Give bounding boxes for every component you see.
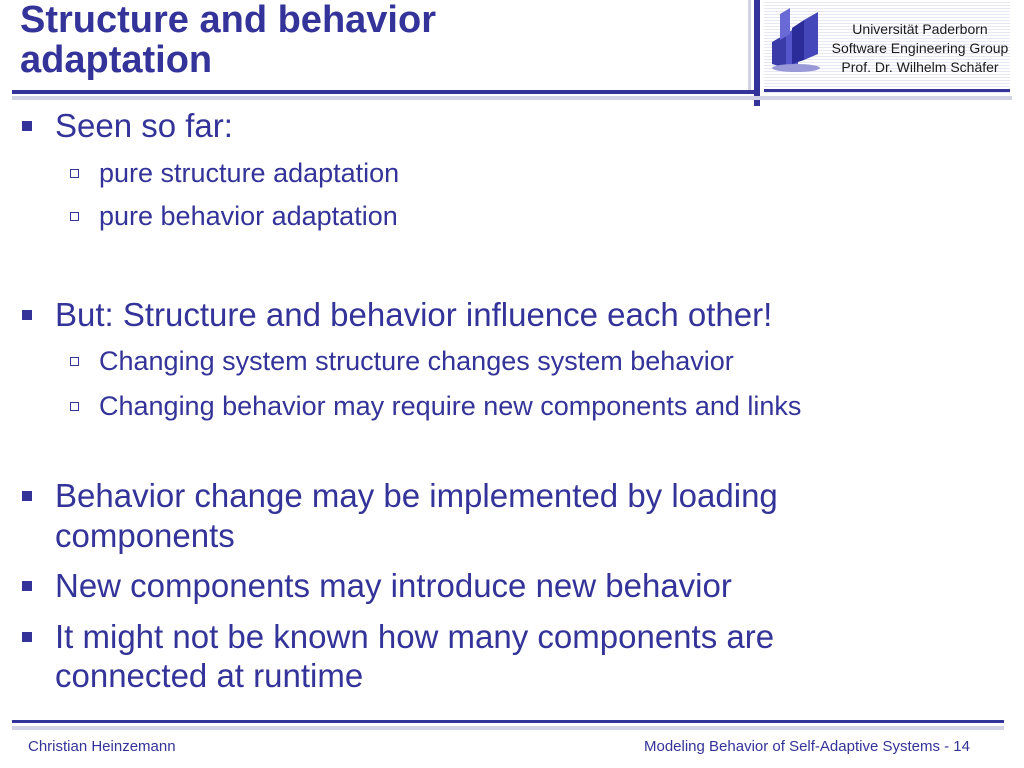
footer-deck-title-and-page-number: Modeling Behavior of Self-Adaptive Systems - 14: [644, 738, 970, 755]
bullet-marker-square: [22, 632, 32, 642]
slide-title: [20, 0, 740, 80]
title-underline: [12, 90, 756, 94]
bullet-marker-square: [22, 310, 32, 320]
bullet-item: Seen so far:: [55, 107, 233, 144]
sub-bullet-marker: [70, 357, 79, 366]
sub-bullet-item: Changing behavior may require new components and links: [99, 391, 802, 421]
bullet-marker-square: [22, 491, 32, 501]
bullet-item-line-2: connected at runtime: [55, 657, 364, 694]
title-underline-light: [12, 96, 1012, 100]
sub-bullet-marker: [70, 402, 79, 411]
footer-author: Christian Heinzemann: [28, 738, 176, 755]
bullet-marker-square: [22, 121, 32, 131]
sub-bullet-marker: [70, 212, 79, 221]
logo-line-professor: Prof. Dr. Wilhelm Schäfer: [841, 59, 999, 75]
bullet-item: But: Structure and behavior influence each other!: [55, 296, 773, 333]
bullet-item-line-2: components: [55, 517, 235, 554]
bullet-item: New components may introduce new behavior: [55, 567, 732, 604]
logo-underline: [764, 89, 1010, 92]
university-logo-icon: [768, 4, 824, 72]
bullet-item-line-1: Behavior change may be implemented by loading: [55, 477, 778, 514]
sub-bullet-item: Changing system structure changes system behavior: [99, 346, 734, 376]
header-divider-light: [748, 0, 751, 92]
sub-bullet-marker: [70, 169, 79, 178]
footer-rule: [12, 720, 1004, 723]
sub-bullet-item: pure structure adaptation: [99, 158, 400, 188]
slide-title-line-1: Structure and behavior: [20, 0, 436, 41]
logo-line-university: Universität Paderborn: [852, 21, 988, 37]
university-logo-text: [822, 20, 1018, 77]
bullet-item-line-1: It might not be known how many components are: [55, 618, 775, 655]
footer-rule-light: [12, 726, 1004, 730]
logo-line-group: Software Engineering Group: [831, 40, 1009, 56]
bullet-marker-square: [22, 581, 32, 591]
sub-bullet-item: pure behavior adaptation: [99, 201, 398, 231]
slide-title-line-2: adaptation: [20, 39, 213, 81]
